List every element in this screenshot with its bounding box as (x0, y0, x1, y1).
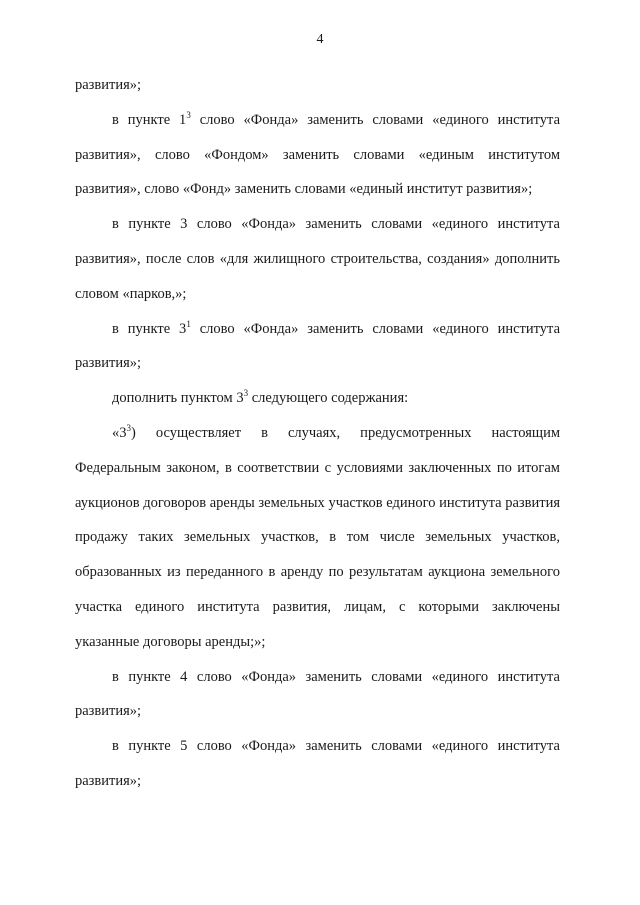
paragraph-4-superscript: 1 (186, 318, 191, 329)
paragraph-3-text: в пункте 3 слово «Фонда» заменить словами «единого института развития», после слов «для жилищного строительства, создания» дополнить словом «парков,»; (75, 216, 560, 302)
paragraph-6-superscript: 3 (126, 422, 131, 433)
paragraph-7 (75, 660, 560, 730)
paragraph-6-text-a: «3 (112, 424, 127, 441)
paragraph-5-text-b: следующего содержания: (248, 390, 409, 407)
paragraph-8-text: в пункте 5 слово «Фонда» заменить словами «единого института развития»; (75, 738, 560, 789)
paragraph-4 (75, 312, 560, 382)
paragraph-2-text-b: слово «Фонда» заменить словами «единого института развития», слово «Фондом» заменить словами «единым институтом развития», слово «Фонд» заменить словами «единый институт развития»; (75, 111, 561, 198)
paragraph-5-text-a: дополнить пунктом 3 (112, 390, 244, 407)
paragraph-2-superscript: 3 (186, 109, 191, 120)
paragraph-4-text-b: слово «Фонда» заменить словами «единого института развития»; (75, 320, 561, 372)
paragraph-1 (75, 68, 560, 103)
paragraph-2-text-a: в пункте 1 (112, 111, 187, 128)
paragraph-6 (75, 416, 560, 660)
paragraph-5-superscript: 3 (243, 388, 249, 399)
paragraph-2 (75, 103, 560, 207)
document-body (75, 68, 560, 799)
paragraph-4-text-a: в пункте 3 (112, 320, 187, 337)
paragraph-5 (75, 381, 560, 416)
page-number: 4 (316, 32, 324, 47)
paragraph-3 (75, 207, 560, 311)
paragraph-7-text: в пункте 4 слово «Фонда» заменить словами «единого института развития»; (75, 668, 560, 720)
paragraph-1-text: развития»; (75, 77, 142, 93)
paragraph-6-text-b: ) осуществляет в случаях, предусмотренных настоящим Федеральным законом, в соответствии с условиями заключенных по итогам аукционов договоров аренды земельных участков единого института развития продажу таких земельных участков, в том числе земельных участков, образованных из переданного в аренду по результатам аукциона земельного участка единого института развития, лицам, с которыми заключены указанные договоры аренды;»; (75, 424, 560, 650)
paragraph-8 (75, 729, 560, 799)
